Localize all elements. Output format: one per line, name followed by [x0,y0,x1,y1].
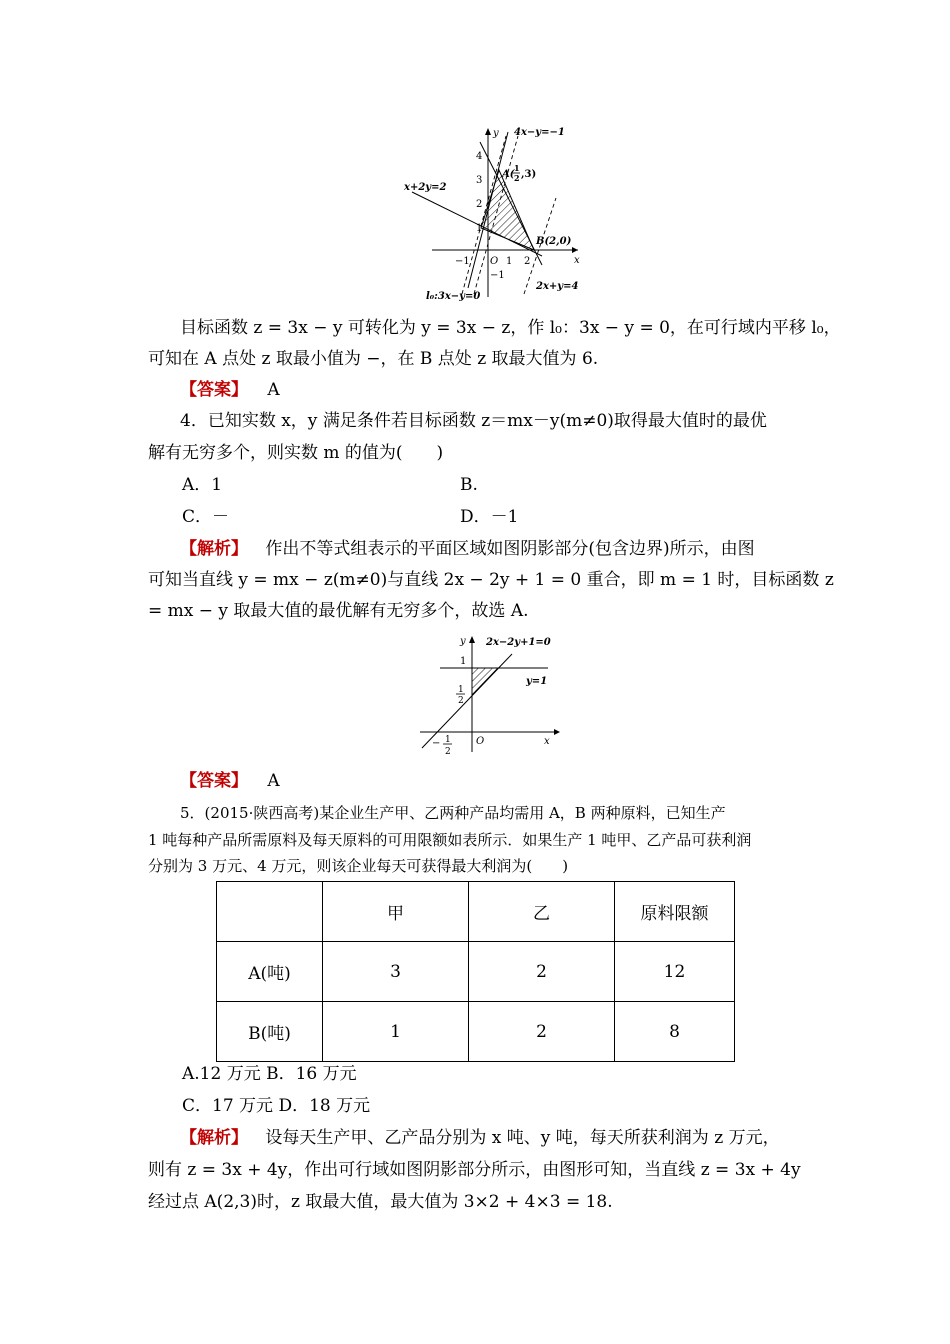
frac-den-2: 2 [458,696,464,706]
neg-frac-sign-2: − [432,738,441,749]
y-tick-1: 1 [476,223,483,234]
point-a-tail: ,3) [521,169,537,180]
y-axis-label: y [493,128,499,139]
answer-tag-2: 【答案】 [180,771,248,791]
x-axis-label-2: x [544,736,550,747]
x-tick-neg1: −1 [455,256,470,267]
table-cell: A(吨) [217,942,323,1002]
analysis-tag-5: 【解析】 [180,1128,248,1148]
analysis4-text1: 作出不等式组表示的平面区域如图阴影部分(包含边界)所示，由图 [265,539,755,559]
shaded-region [481,169,537,250]
x-axis-label: x [574,255,580,266]
analysis4-line2: 可知当直线 y = mx − z(m≠0)与直线 2x − 2y + 1 = 0 重合，即 m = 1 时，目标函数 z [148,570,834,590]
table-cell: 2 [469,1002,615,1062]
x-tick-1: 1 [506,256,513,267]
answer-2 [180,768,860,794]
y-axis-arrow-2 [469,636,475,643]
table-header-cell: 甲 [323,882,469,942]
table-cell: 1 [323,1002,469,1062]
table-cell: 8 [615,1002,735,1062]
analysis5-line1 [180,1125,860,1151]
feasible-region-graph-2 [410,630,570,762]
q5-line2: 1 吨每种产品所需原料及每天原料的可用限额如表所示．如果生产 1 吨甲、乙产品可获利润 [148,831,752,849]
line-top-label: 4x−y=−1 [514,127,565,138]
table-row [217,1002,735,1062]
para1-line1: 目标函数 z = 3x − y 可转化为 y = 3x − z，作 l₀：3x − y = 0，在可行域内平移 l₀， [180,318,841,338]
tick-one-2: 1 [460,656,467,667]
point-a-frac-num: 1 [514,163,520,173]
y-axis-label-2: y [460,636,466,647]
para1-line2: 可知在 A 点处 z 取最小值为 −，在 B 点处 z 取最大值为 6. [148,349,599,369]
x-axis-arrow [572,247,578,253]
q4-line2: 解有无穷多个，则实数 m 的值为( ) [148,443,444,463]
frac-num-2: 1 [458,685,464,695]
line-bottom-label: 2x+y=4 [536,281,579,292]
neg-frac-num-2: 1 [445,735,451,745]
analysis5-text1: 设每天生产甲、乙产品分别为 x 吨、y 吨，每天所获利润为 z 万元， [265,1128,780,1148]
q4-option-b: B. [460,475,478,495]
q4-option-d: D．－1 [460,507,519,527]
q4-option-c: C．－ [182,507,230,527]
table-cell: 12 [615,942,735,1002]
line-l0-label: l₀:3x−y=0 [426,291,481,302]
answer-1 [180,377,860,403]
analysis4-line3: = mx − y 取最大值的最优解有无穷多个，故选 A. [148,601,529,621]
answer-value-2: A [267,771,280,791]
y-tick-4: 4 [476,151,483,162]
q5-options-line1: A.12 万元 B．16 万元 [182,1064,357,1084]
line-top-label-2: 2x−2y+1=0 [486,637,551,648]
table-cell: 2 [469,942,615,1002]
point-a-label: A( [502,169,515,180]
origin-label: O [490,256,499,267]
analysis5-line2: 则有 z = 3x + 4y，作出可行域如图阴影部分所示，由图形可知，当直线 z = 3x + 4y [148,1160,801,1180]
q5-line3: 分别为 3 万元、4 万元，则该企业每天可获得最大利润为( ) [148,857,569,875]
analysis-tag: 【解析】 [180,539,248,559]
table-header-cell [217,882,323,942]
point-b-label: B(2,0) [536,236,572,247]
analysis5-line3: 经过点 A(2,3)时，z 取最大值，最大值为 3×2 + 4×3 = 18. [148,1192,613,1212]
table-row [217,942,735,1002]
answer-tag: 【答案】 [180,380,248,400]
answer-value: A [267,380,280,400]
table-header-row [217,882,735,942]
y-axis-arrow [485,128,491,135]
feasible-region-graph-1 [400,122,590,304]
line-right-label-2: y=1 [526,676,548,687]
y-tick-neg1: −1 [490,270,505,281]
line-left-label: x+2y=2 [404,182,447,193]
q5-options-line2: C．17 万元 D．18 万元 [182,1096,371,1116]
q4-option-a: A．1 [182,475,223,495]
table-cell: B(吨) [217,1002,323,1062]
point-a-frac-den: 2 [514,173,520,183]
table-header-cell: 乙 [469,882,615,942]
x-tick-2: 2 [524,256,531,267]
materials-table [216,881,735,1062]
x-axis-arrow-2 [554,729,560,735]
y-tick-2: 2 [476,199,483,210]
q5-line1: 5．(2015·陕西高考)某企业生产甲、乙两种产品均需用 A，B 两种原料，已知生产 [180,804,726,822]
neg-frac-den-2: 2 [445,747,451,757]
y-tick-3: 3 [476,175,483,186]
origin-label-2: O [476,736,485,747]
analysis4-line1 [180,536,860,562]
q4-line1: 4．已知实数 x，y 满足条件若目标函数 z＝mx－y(m≠0)取得最大值时的最优 [180,411,767,431]
table-header-cell: 原料限额 [615,882,735,942]
table-cell: 3 [323,942,469,1002]
